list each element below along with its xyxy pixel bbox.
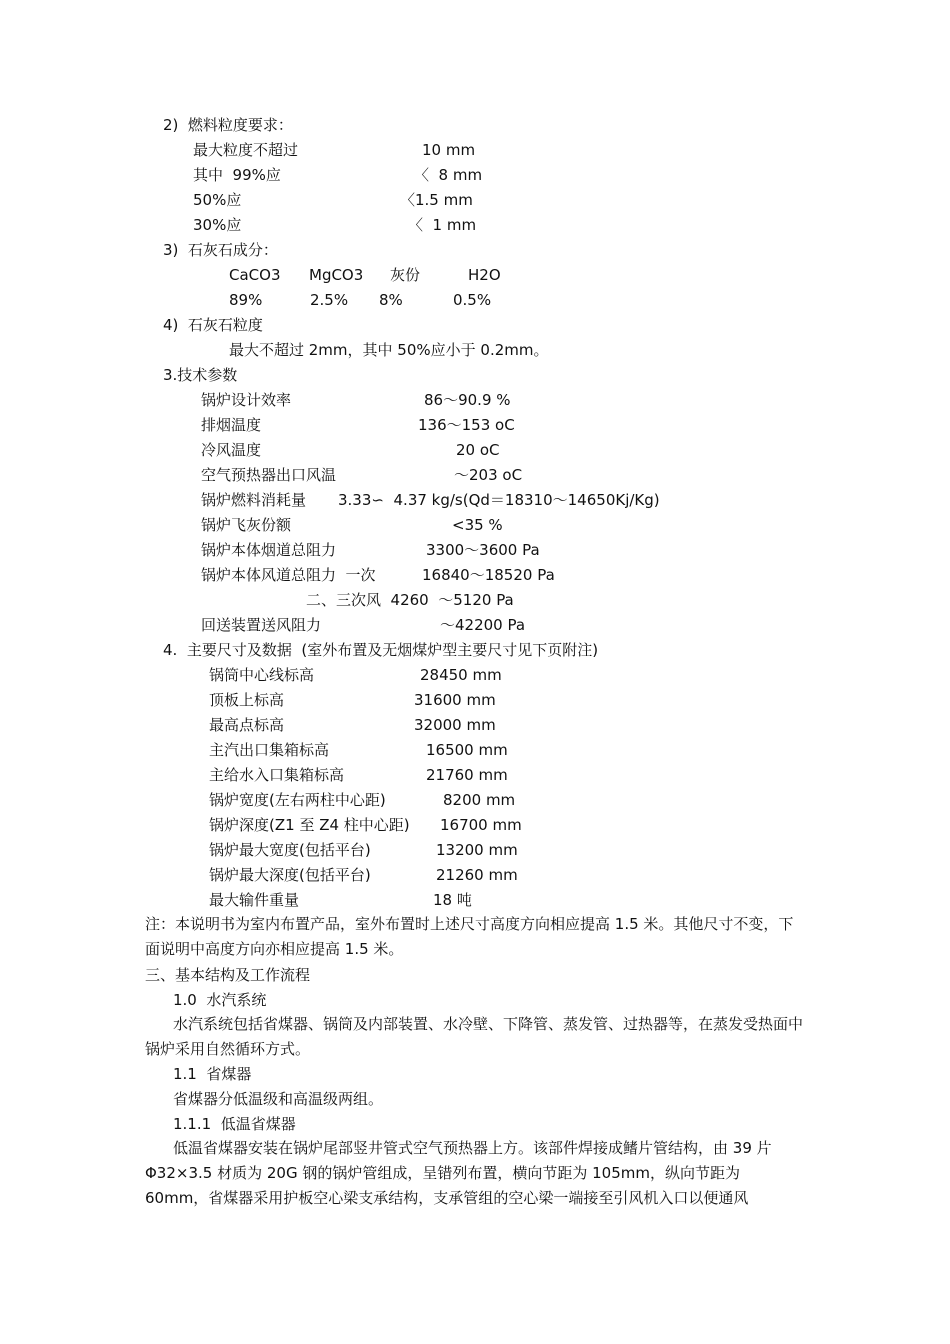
composition-header: 灰份	[390, 266, 421, 284]
dimension-value: 31600 mm	[414, 691, 496, 709]
fuel-size-label: 其中 99%应	[193, 166, 281, 184]
fuel-size-heading: 2) 燃料粒度要求：	[163, 116, 293, 134]
tech-param-label: 锅炉设计效率	[201, 391, 292, 409]
tech-param-value: 3.33∽ 4.37 kg/s(Qd＝18310～14650Kj/Kg)	[338, 491, 660, 509]
dimension-value: 32000 mm	[414, 716, 496, 734]
dimension-value: 13200 mm	[436, 841, 518, 859]
dimension-label: 最大输件重量	[209, 891, 300, 909]
tech-param-value: 16840～18520 Pa	[422, 566, 555, 584]
tech-param-value: 136～153 oC	[418, 416, 515, 434]
dimension-label: 锅筒中心线标高	[209, 666, 315, 684]
dimension-label: 锅炉深度(Z1 至 Z4 柱中心距)	[209, 816, 410, 834]
limestone-composition-heading: 3) 石灰石成分：	[163, 241, 278, 259]
section-1-1-text: 省煤器分低温级和高温级两组。	[173, 1090, 384, 1108]
dimension-value: 21260 mm	[436, 866, 518, 884]
composition-header: CaCO3	[229, 266, 281, 284]
dimension-label: 主汽出口集箱标高	[209, 741, 330, 759]
tech-param-label: 锅炉本体风道总阻力 一次	[201, 566, 376, 584]
tech-param-value: 86～90.9 %	[424, 391, 511, 409]
section-1-1-1-heading: 1.1.1 低温省煤器	[173, 1115, 296, 1133]
tech-param-label: 锅炉飞灰份额	[201, 516, 292, 534]
tech-param-value: ～42200 Pa	[440, 616, 526, 634]
composition-value: 0.5%	[453, 291, 492, 309]
dimension-value: 8200 mm	[443, 791, 516, 809]
dimension-label: 锅炉最大宽度(包括平台)	[209, 841, 371, 859]
tech-params-heading: 3.技术参数	[163, 366, 238, 384]
tech-param-label: 空气预热器出口风温	[201, 466, 337, 484]
fuel-size-value: 〈1.5 mm	[400, 191, 473, 209]
tech-param-value: 20 oC	[456, 441, 500, 459]
tech-param-label: 锅炉燃料消耗量	[201, 491, 307, 509]
dimension-label: 主给水入口集箱标高	[209, 766, 345, 784]
fuel-size-label: 30%应	[193, 216, 242, 234]
dimension-value: 16700 mm	[440, 816, 522, 834]
composition-value: 89%	[229, 291, 263, 309]
dimension-value: 21760 mm	[426, 766, 508, 784]
tech-param-label: 二、三次风 4260 ～5120 Pa	[306, 591, 514, 609]
dimension-label: 锅炉宽度(左右两柱中心距)	[209, 791, 386, 809]
dimension-value: 18 吨	[433, 891, 472, 909]
tech-param-label: 回送装置送风阻力	[201, 616, 322, 634]
fuel-size-value: 10 mm	[422, 141, 476, 159]
dimension-label: 最高点标高	[209, 716, 285, 734]
limestone-size-heading: 4) 石灰石粒度	[163, 316, 263, 334]
tech-param-value: <35 %	[452, 516, 503, 534]
tech-param-value: 3300～3600 Pa	[426, 541, 540, 559]
composition-value: 2.5%	[310, 291, 349, 309]
fuel-size-value: 〈 1 mm	[408, 216, 477, 234]
composition-value: 8%	[379, 291, 403, 309]
dimension-label: 顶板上标高	[209, 691, 285, 709]
dimension-label: 锅炉最大深度(包括平台)	[209, 866, 371, 884]
section-1-1-heading: 1.1 省煤器	[173, 1065, 252, 1083]
tech-param-label: 排烟温度	[201, 416, 262, 434]
dimension-value: 16500 mm	[426, 741, 508, 759]
fuel-size-value: 〈 8 mm	[414, 166, 483, 184]
section-1-0-text: 水汽系统包括省煤器、锅筒及内部装置、水冷壁、下降管、蒸发管、过热器等，在蒸发受热面中锅炉采用自然循环方式。	[145, 1015, 804, 1058]
part3-heading: 三、基本结构及工作流程	[145, 966, 311, 984]
tech-param-value: ～203 oC	[454, 466, 523, 484]
tech-param-label: 锅炉本体烟道总阻力	[201, 541, 337, 559]
note-paragraph: 注：本说明书为室内布置产品，室外布置时上述尺寸高度方向相应提高 1.5 米。其他尺寸不变，下面说明中高度方向亦相应提高 1.5 米。	[145, 915, 794, 958]
limestone-size-text: 最大不超过 2mm，其中 50%应小于 0.2mm。	[229, 341, 549, 359]
section-1-0-heading: 1.0 水汽系统	[173, 991, 267, 1009]
tech-param-label: 冷风温度	[201, 441, 262, 459]
dimension-value: 28450 mm	[420, 666, 502, 684]
composition-header: MgCO3	[309, 266, 364, 284]
composition-header: H2O	[468, 266, 501, 284]
fuel-size-label: 50%应	[193, 191, 242, 209]
section-1-1-1-text: 低温省煤器安装在锅炉尾部竖井管式空气预热器上方。该部件焊接成鳍片管结构，由 39 片 Φ32×3.5 材质为 20G 钢的锅炉管组成，呈错列布置，横向节距为 105mm，纵向节距为 60mm，省煤器采用护板空心梁支承结构，支承管组的空心梁一端接至引风机入口以便通风	[145, 1139, 772, 1207]
fuel-size-label: 最大粒度不超过	[193, 141, 299, 159]
dimensions-heading: 4. 主要尺寸及数据 (室外布置及无烟煤炉型主要尺寸见下页附注)	[163, 641, 599, 659]
